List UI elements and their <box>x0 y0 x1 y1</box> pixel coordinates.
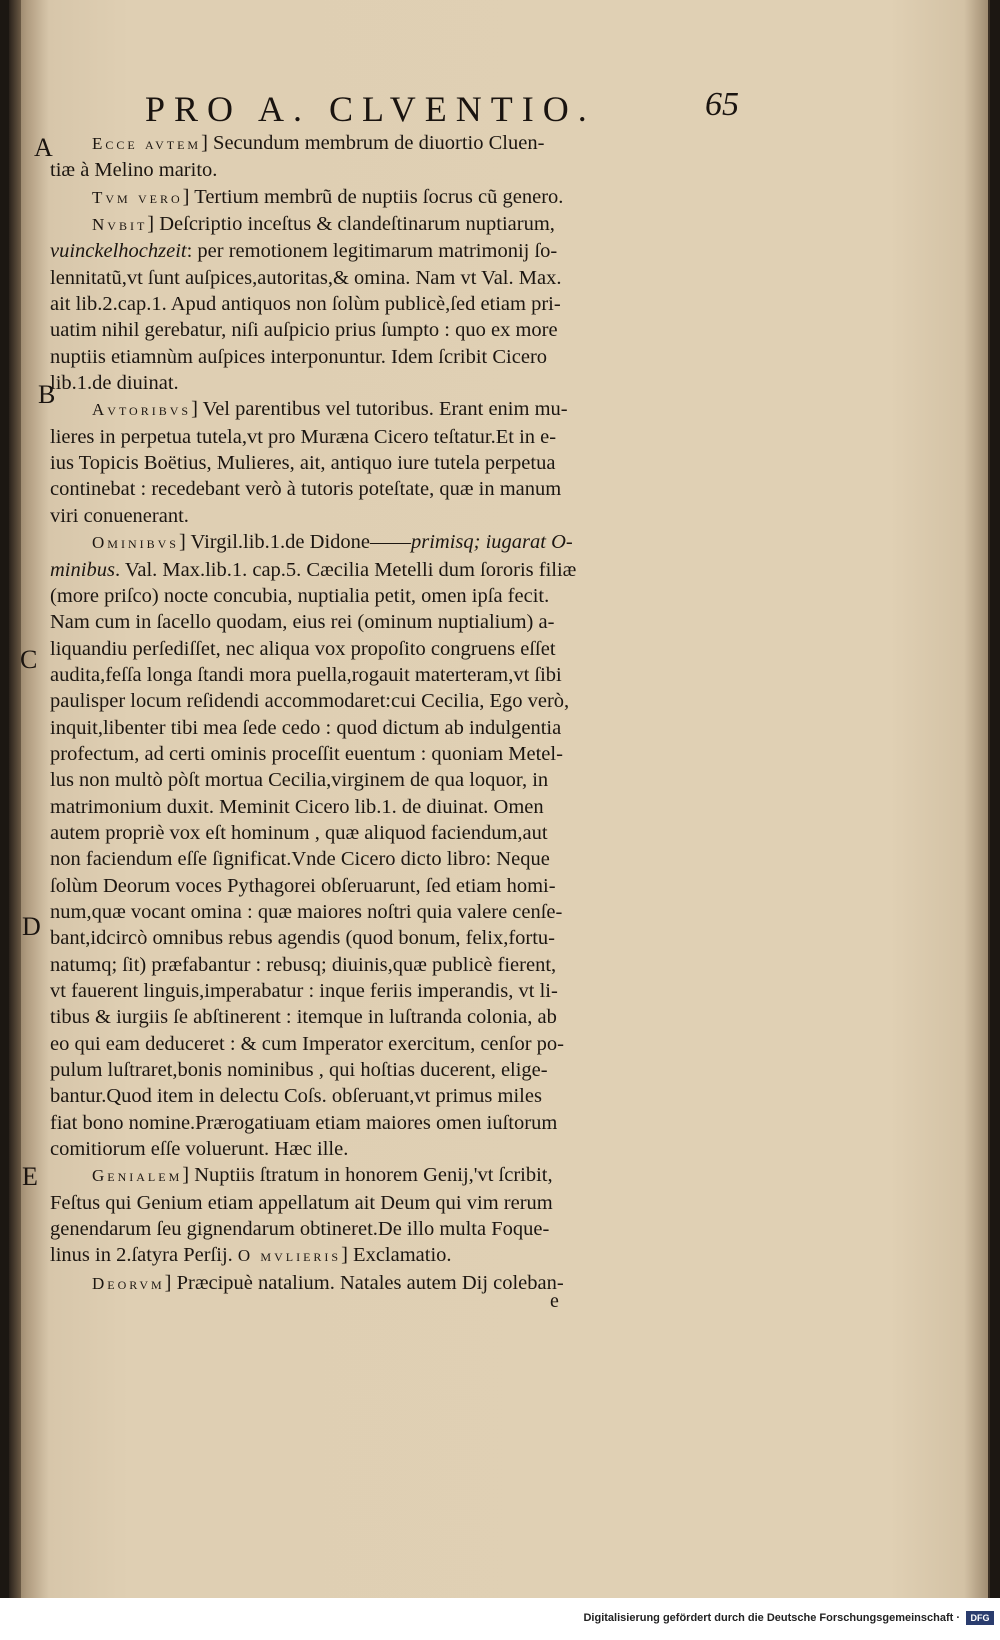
line-text: genendarum ſeu gignendarum obtineret.De illo multa Foque- <box>50 1218 550 1241</box>
line-text: ait lib.2.cap.1. Apud antiquos non ſolùm publicè,ſed etiam pri- <box>50 293 561 316</box>
page-number: 65 <box>705 86 739 123</box>
text-line <box>50 529 718 556</box>
text-line <box>50 1057 718 1083</box>
line-text: ſolùm Deorum voces Pythagorei obſeruarunt, ſed etiam homi- <box>50 874 556 897</box>
line-text: non faciendum eſſe ſignificat.Vnde Cicero dicto libro: Neque <box>50 848 550 871</box>
margin-letter-d: D <box>22 912 41 941</box>
text-line <box>50 846 718 872</box>
text-line <box>50 557 718 583</box>
text-line <box>50 925 718 951</box>
catchword: e <box>550 1290 559 1312</box>
line-text: lieres in perpetua tutela,vt pro Muræna Cicero teſtatur.Et in e- <box>50 425 557 448</box>
text-line <box>50 157 718 183</box>
line-text: ius Topicis Boëtius, Mulieres, ait, antiquo iure tutela perpetua <box>50 452 556 475</box>
text-line <box>50 476 718 502</box>
text-line <box>50 450 718 476</box>
text-line <box>50 1242 718 1269</box>
text-line <box>50 370 718 396</box>
line-text: ] Virgil.lib.1.de Didone—— <box>178 531 411 554</box>
line-text: tibus & iurgiis ſe abſtinerent : itemque in luſtranda colonia, ab <box>50 1006 557 1029</box>
line-text: (more priſco) nocte concubia, nuptialia petit, omen ipſa fecit. <box>50 584 550 607</box>
text-line <box>50 794 718 820</box>
italic-text: vuinckelhochzeit <box>50 240 187 263</box>
text-line <box>50 1136 718 1162</box>
running-head: PRO A. CLVENTIO. <box>145 89 596 129</box>
line-text: : per remotionem legitimarum matrimonij ſo- <box>186 240 558 263</box>
text-line <box>50 503 718 529</box>
margin-letter-b: B <box>38 380 56 409</box>
lemma: Tvm vero <box>92 187 183 207</box>
text-line <box>50 899 718 925</box>
text-line <box>50 344 718 370</box>
text-line <box>50 873 718 899</box>
lemma: O mvlieris <box>237 1246 342 1266</box>
line-text: lib.1.de diuinat. <box>50 372 179 395</box>
lemma: Genialem <box>92 1166 183 1186</box>
margin-letter-c: C <box>20 645 38 674</box>
text-line <box>50 238 718 264</box>
line-text: ] Vel parentibus vel tutoribus. Erant enim mu- <box>191 398 568 421</box>
lemma: Deorvm <box>92 1273 165 1293</box>
line-text: fiat bono nomine.Prærogatiuam etiam maiores omen iuſtorum <box>50 1111 558 1134</box>
line-text: Feſtus qui Genium etiam appellatum ait Deum qui vim rerum <box>50 1191 553 1214</box>
line-text: profectum, ad certi ominis proceſſit euentum : quoniam Metel- <box>50 742 563 765</box>
text-line <box>50 424 718 450</box>
line-text: ] Nuptiis ſtratum in honorem Genij,'vt ſcribit, <box>182 1164 553 1187</box>
dfg-logo: DFG <box>966 1611 994 1625</box>
text-line <box>50 952 718 978</box>
lemma: Avtoribvs <box>92 400 192 420</box>
text-line <box>50 688 718 714</box>
line-text: linus in 2.ſatyra Perſij. <box>50 1244 238 1267</box>
line-text: liquandiu perſediſſet, nec aliqua vox propoſito congruens eſſet <box>50 637 556 660</box>
line-text: num,quæ vocant omina : quæ maiores noſtri quia valere cenſe- <box>50 900 563 923</box>
line-text: comitiorum eſſe voluerunt. Hæc ille. <box>50 1138 349 1161</box>
text-line <box>50 820 718 846</box>
lemma: Ecce avtem <box>92 134 202 153</box>
line-text: nuptiis etiamnùm auſpices interponuntur. Idem ſcribit Cicero <box>50 345 548 368</box>
text-line <box>50 741 718 767</box>
lemma: Ominibvs <box>92 533 179 553</box>
line-text: . Val. Max.lib.1. cap.5. Cæcilia Metelli dum ſororis filiæ <box>114 558 577 581</box>
text-line <box>50 1216 718 1242</box>
line-text: ] Præcipuè natalium. Natales autem Dij coleban- <box>164 1271 564 1294</box>
line-text: natumq; ſit) præfabantur : rebusq; diuinis,quæ publicè fierent, <box>50 953 557 976</box>
text-line <box>50 211 718 238</box>
text-line <box>50 636 718 662</box>
text-line <box>50 317 718 343</box>
margin-letter-a: A <box>34 133 53 162</box>
text-line <box>50 184 718 211</box>
text-line <box>50 1004 718 1030</box>
line-text: ] Secundum membrum de diuortio Cluen- <box>201 132 545 154</box>
line-text: uatim nihil gerebatur, niſi auſpicio prius ſumpto : quo ex more <box>50 319 558 342</box>
line-text: ] Deſcriptio inceſtus & clandeſtinarum nuptiarum, <box>147 213 555 236</box>
line-text: viri conuenerant. <box>50 504 189 527</box>
text-line <box>50 1031 718 1057</box>
commentary-text <box>50 130 718 1297</box>
line-text: continebat : recedebant verò à tutoris poteſtate, quæ in manum <box>50 478 562 501</box>
line-text: ] Tertium membrũ de nuptiis ſocrus cũ genero. <box>182 185 564 208</box>
text-line <box>50 1110 718 1136</box>
margin-letter-e: E <box>22 1162 38 1191</box>
text-line <box>50 583 718 609</box>
line-text: lennitatũ,vt ſunt auſpices,autoritas,& omina. Nam vt Val. Max. <box>50 266 562 289</box>
line-text: vt fauerent linguis,imperabatur : inque feriis imperandis, vt li- <box>50 980 558 1002</box>
line-text: Nam cum in ſacello quodam, eius rei (ominum nuptialium) a- <box>50 611 555 634</box>
line-text: pulum luſtraret,bonis nominibus , qui hoſtias ducerent, elige- <box>50 1059 548 1082</box>
text-line <box>50 1162 718 1189</box>
line-text: bantur.Quod item in delectu Coſs. obſeruant,vt primus miles <box>50 1085 542 1108</box>
line-text: bant,idcircò omnibus rebus agendis (quod bonum, felix,fortu- <box>50 927 555 950</box>
text-line <box>50 1270 718 1297</box>
italic-text: minibus <box>50 558 115 581</box>
line-text: inquit,libenter tibi mea ſede cedo : quod dictum ab indulgentia <box>50 716 562 739</box>
line-text: autem propriè vox eſt hominum , quæ aliquod faciendum,aut <box>50 821 548 844</box>
line-text: audita,feſſa longa ſtandi mora puella,rogauit materteram,vt ſibi <box>50 663 562 686</box>
footer-credit: Digitalisierung gefördert durch die Deutsche Forschungsgemeinschaft · <box>583 1612 960 1624</box>
text-line <box>50 130 718 157</box>
text-line <box>50 265 718 291</box>
line-text: ] Exclamatio. <box>341 1244 452 1267</box>
line-text: paulisper locum reſidendi accommodaret:cui Cecilia, Ego verò, <box>50 690 570 713</box>
text-line <box>50 715 718 741</box>
text-line <box>50 978 718 1004</box>
text-line <box>50 291 718 317</box>
line-text: lus non multò pòſt mortua Cecilia,virginem de qua loquor, in <box>50 769 549 792</box>
line-text: matrimonium duxit. Meminit Cicero lib.1. de diuinat. Omen <box>50 795 544 818</box>
line-text: eo qui eam deduceret : & cum Imperator exercitum, cenſor po- <box>50 1032 564 1055</box>
gutter-shadow <box>9 0 21 1598</box>
text-line <box>50 1190 718 1216</box>
italic-text: primisq; iugarat O- <box>411 531 573 554</box>
text-line <box>50 396 718 423</box>
text-line <box>50 767 718 793</box>
text-line <box>50 1083 718 1109</box>
lemma: Nvbit <box>92 215 148 235</box>
text-line <box>50 609 718 635</box>
text-line <box>50 662 718 688</box>
line-text: tiæ à Melino marito. <box>50 159 218 182</box>
